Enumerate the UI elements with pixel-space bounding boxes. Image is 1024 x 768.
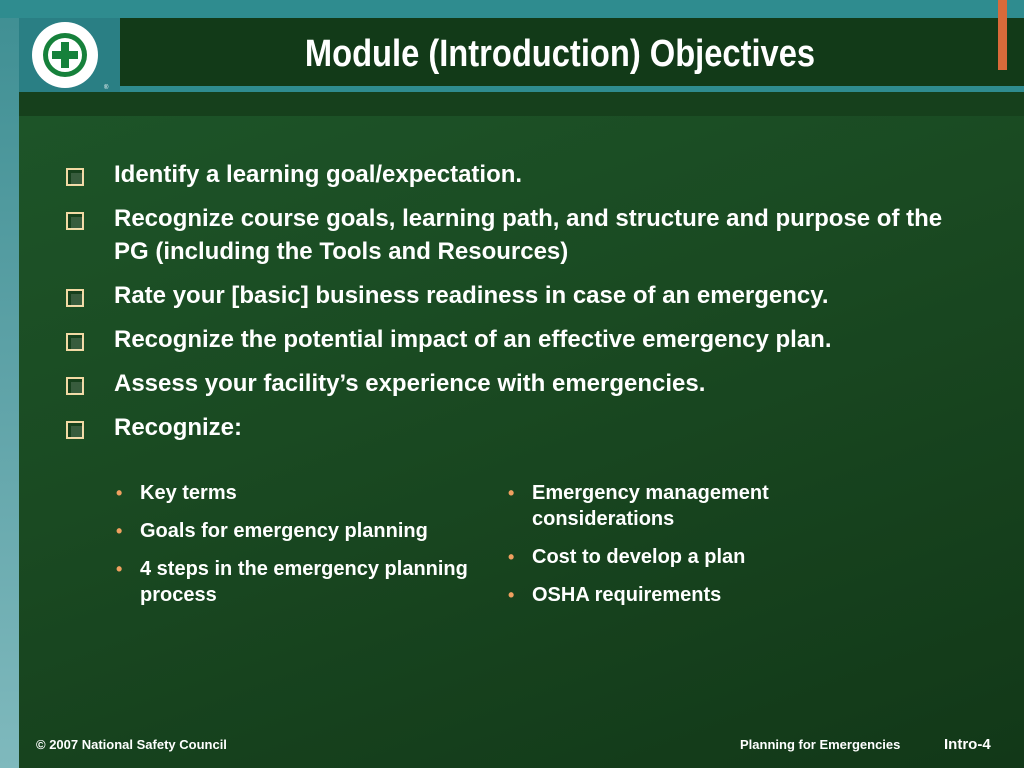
svg-text:®: ® [104,85,109,91]
objective-item: Assess your facility’s experience with emergencies. [62,367,982,400]
title-underline [120,86,1024,92]
objective-item: Recognize course goals, learning path, and structure and purpose of the PG (including the Tools and Resources) [62,202,982,268]
recognize-item: • Key terms [116,482,237,504]
slide-title: Module (Introduction) Objectives [304,33,816,75]
objective-list [62,158,982,455]
recognize-item: • 4 steps in the emergency planning process [116,558,468,606]
recognize-list-left [116,480,476,620]
bullet-dot-icon: • [116,559,123,579]
bullet-dot-icon: • [508,547,515,567]
objective-item: Rate your [basic] business readiness in case of an emergency. [62,279,982,312]
footer-course-title: Planning for Emergencies [740,737,901,752]
recognize-item: • OSHA requirements [508,584,722,606]
objective-item: Recognize: [62,411,982,444]
checkbox-bullet-icon [66,333,84,351]
bullet-dot-icon: • [116,483,123,503]
bullet-dot-icon: • [116,521,123,541]
bullet-dot-icon: • [508,585,515,605]
footer-copyright: © 2007 National Safety Council [36,737,227,752]
checkbox-bullet-icon [66,212,84,230]
accent-bar [998,0,1007,70]
page-number: Intro-4 [944,736,991,753]
objective-item: Recognize the potential impact of an effective emergency plan. [62,323,982,356]
recognize-item: • Cost to develop a plan [508,546,746,568]
bullet-dot-icon: • [508,483,515,503]
objective-item: Identify a learning goal/expectation. [62,158,982,191]
recognize-item: • Goals for emergency planning [116,520,428,542]
checkbox-bullet-icon [66,168,84,186]
checkbox-bullet-icon [66,289,84,307]
recognize-list-right [508,480,828,620]
left-decor-band [0,0,19,768]
national-safety-council-logo [25,18,107,92]
top-decor-band [0,0,1024,18]
checkbox-bullet-icon [66,377,84,395]
recognize-item: • Emergency management considerations [508,482,769,530]
checkbox-bullet-icon [66,421,84,439]
